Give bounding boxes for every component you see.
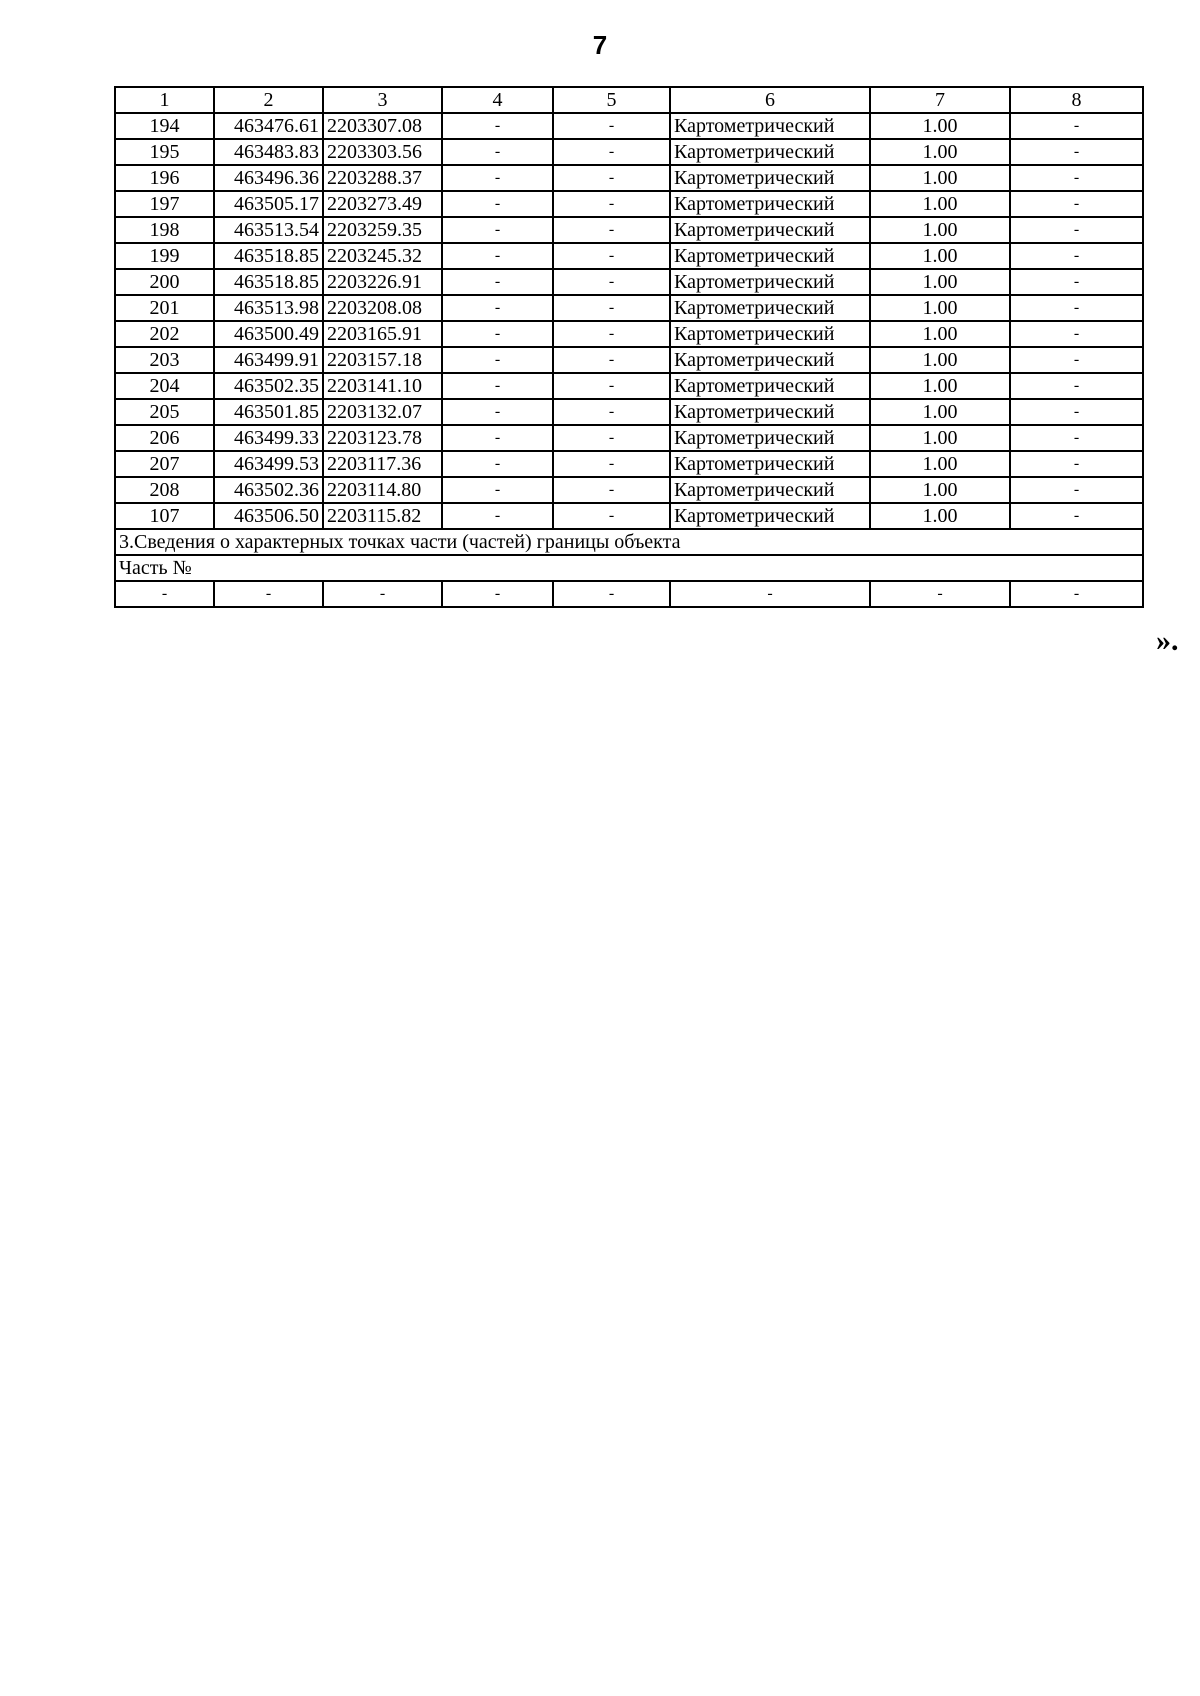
table-cell: 463506.50 [214,503,323,529]
table-cell: 1.00 [870,477,1010,503]
table-cell: 199 [115,243,214,269]
table-cell: - [1010,321,1143,347]
table-cell: 2203303.56 [323,139,442,165]
table-cell: 1.00 [870,503,1010,529]
table-row [115,295,1143,321]
table-cell: 463502.36 [214,477,323,503]
table-cell: - [1010,347,1143,373]
table-cell: Картометрический [670,399,870,425]
table-cell: - [1010,399,1143,425]
table-cell: - [553,269,670,295]
table-cell: Картометрический [670,165,870,191]
table-cell: 463513.54 [214,217,323,243]
table-row [115,321,1143,347]
table-cell: - [553,165,670,191]
table-cell: 463476.61 [214,113,323,139]
table-cell: 1.00 [870,191,1010,217]
table-cell: 194 [115,113,214,139]
table-cell: - [442,191,553,217]
table-cell: 463513.98 [214,295,323,321]
closing-quote: ». [1156,624,1179,657]
table-cell: Картометрический [670,477,870,503]
table-cell: - [553,139,670,165]
table-row [115,191,1143,217]
table-cell: 463499.91 [214,347,323,373]
header-cell: 3 [323,87,442,113]
table-cell: - [1010,373,1143,399]
table-cell: 196 [115,165,214,191]
table-cell: - [442,581,553,607]
table-cell: 2203307.08 [323,113,442,139]
table-cell: 1.00 [870,139,1010,165]
table-cell: - [553,373,670,399]
table-cell: 463505.17 [214,191,323,217]
table-cell: 1.00 [870,399,1010,425]
table-row [115,399,1143,425]
table-cell: - [1010,243,1143,269]
table-cell: 1.00 [870,451,1010,477]
table-cell: 2203132.07 [323,399,442,425]
table-cell: - [553,243,670,269]
table-cell: 1.00 [870,347,1010,373]
table-cell: - [1010,113,1143,139]
table-cell: 1.00 [870,373,1010,399]
table-cell: 463499.53 [214,451,323,477]
table-cell: 463518.85 [214,269,323,295]
table-cell: 206 [115,425,214,451]
table-cell: - [1010,269,1143,295]
table-cell: 1.00 [870,113,1010,139]
table-cell: - [553,321,670,347]
table-cell: Картометрический [670,139,870,165]
table-cell: 463496.36 [214,165,323,191]
table-row [115,139,1143,165]
table-cell: Картометрический [670,321,870,347]
table-cell: - [442,451,553,477]
part-label-row [115,555,1143,581]
table-cell: - [553,295,670,321]
table-cell: 2203141.10 [323,373,442,399]
table-cell: - [1010,503,1143,529]
table-cell: - [442,477,553,503]
table-cell: - [442,373,553,399]
table-cell: - [442,295,553,321]
table-row [115,217,1143,243]
table-cell: - [442,139,553,165]
table-cell: - [442,243,553,269]
table-row [115,113,1143,139]
part-label: Часть № [115,555,1143,581]
table-cell: 463501.85 [214,399,323,425]
table-cell: 2203273.49 [323,191,442,217]
table-row [115,373,1143,399]
table-cell: 200 [115,269,214,295]
table-body [115,87,1143,607]
section-title-row [115,529,1143,555]
table-cell: 202 [115,321,214,347]
table-cell: - [553,503,670,529]
table-cell: 197 [115,191,214,217]
table-cell: Картометрический [670,373,870,399]
header-cell: 1 [115,87,214,113]
table-cell: - [553,191,670,217]
table-cell: - [553,113,670,139]
table-cell: - [1010,477,1143,503]
table-cell: - [670,581,870,607]
table-cell: 463499.33 [214,425,323,451]
table-cell: - [553,347,670,373]
table-row [115,425,1143,451]
table-cell: - [442,321,553,347]
table-cell: Картометрический [670,191,870,217]
table-cell: - [1010,165,1143,191]
table-cell: 198 [115,217,214,243]
table-cell: 2203208.08 [323,295,442,321]
table-cell: 1.00 [870,217,1010,243]
table-cell: Картометрический [670,295,870,321]
table-row [115,503,1143,529]
table-cell: 2203245.32 [323,243,442,269]
table-cell: - [553,477,670,503]
table-cell: - [323,581,442,607]
table-cell: Картометрический [670,243,870,269]
table-cell: - [870,581,1010,607]
table-cell: - [553,217,670,243]
table-cell: 1.00 [870,165,1010,191]
section-title: 3.Сведения о характерных точках части (частей) границы объекта [115,529,1143,555]
table-cell: Картометрический [670,269,870,295]
table-cell: 1.00 [870,243,1010,269]
table-cell: Картометрический [670,451,870,477]
table-cell: - [1010,139,1143,165]
header-cell: 2 [214,87,323,113]
header-cell: 5 [553,87,670,113]
table-cell: 201 [115,295,214,321]
table-cell: - [553,425,670,451]
table-cell: 463502.35 [214,373,323,399]
table-cell: 463500.49 [214,321,323,347]
table-cell: 1.00 [870,269,1010,295]
table-cell: 2203117.36 [323,451,442,477]
table-cell: - [553,581,670,607]
table-row [115,243,1143,269]
table-cell: - [442,503,553,529]
table-cell: - [442,347,553,373]
table-cell: 2203226.91 [323,269,442,295]
table-row [115,477,1143,503]
table-cell: - [442,113,553,139]
table-cell: - [1010,295,1143,321]
table-cell: 2203114.80 [323,477,442,503]
header-cell: 7 [870,87,1010,113]
table-cell: - [115,581,214,607]
table-cell: 2203165.91 [323,321,442,347]
table-cell: 2203115.82 [323,503,442,529]
table-row [115,165,1143,191]
table-cell: - [214,581,323,607]
coordinates-table [114,86,1144,608]
table-cell: 204 [115,373,214,399]
table-cell: 205 [115,399,214,425]
table-cell: - [442,165,553,191]
table-cell: - [1010,581,1143,607]
table-cell: 463518.85 [214,243,323,269]
table-cell: - [442,269,553,295]
table-row [115,347,1143,373]
page-number: 7 [592,30,608,60]
table-cell: 1.00 [870,295,1010,321]
table-cell: - [1010,425,1143,451]
table-cell: 107 [115,503,214,529]
header-cell: 6 [670,87,870,113]
table-row [115,269,1143,295]
table-cell: Картометрический [670,217,870,243]
table-cell: - [442,425,553,451]
table-cell: - [1010,191,1143,217]
table-cell: - [1010,451,1143,477]
table-cell: 1.00 [870,425,1010,451]
header-cell: 8 [1010,87,1143,113]
table-cell: 195 [115,139,214,165]
table-row [115,451,1143,477]
empty-row [115,581,1143,607]
table-cell: - [1010,217,1143,243]
table-cell: 2203259.35 [323,217,442,243]
table-cell: 463483.83 [214,139,323,165]
header-row [115,87,1143,113]
table-cell: Картометрический [670,503,870,529]
header-cell: 4 [442,87,553,113]
table-cell: Картометрический [670,425,870,451]
table-cell: - [553,451,670,477]
table-cell: - [553,399,670,425]
table-cell: - [442,217,553,243]
table-cell: Картометрический [670,113,870,139]
table-cell: 208 [115,477,214,503]
table-cell: 1.00 [870,321,1010,347]
table-cell: Картометрический [670,347,870,373]
table-cell: 2203288.37 [323,165,442,191]
table-cell: 207 [115,451,214,477]
table-cell: 2203123.78 [323,425,442,451]
table-cell: 203 [115,347,214,373]
table-cell: 2203157.18 [323,347,442,373]
table-cell: - [442,399,553,425]
